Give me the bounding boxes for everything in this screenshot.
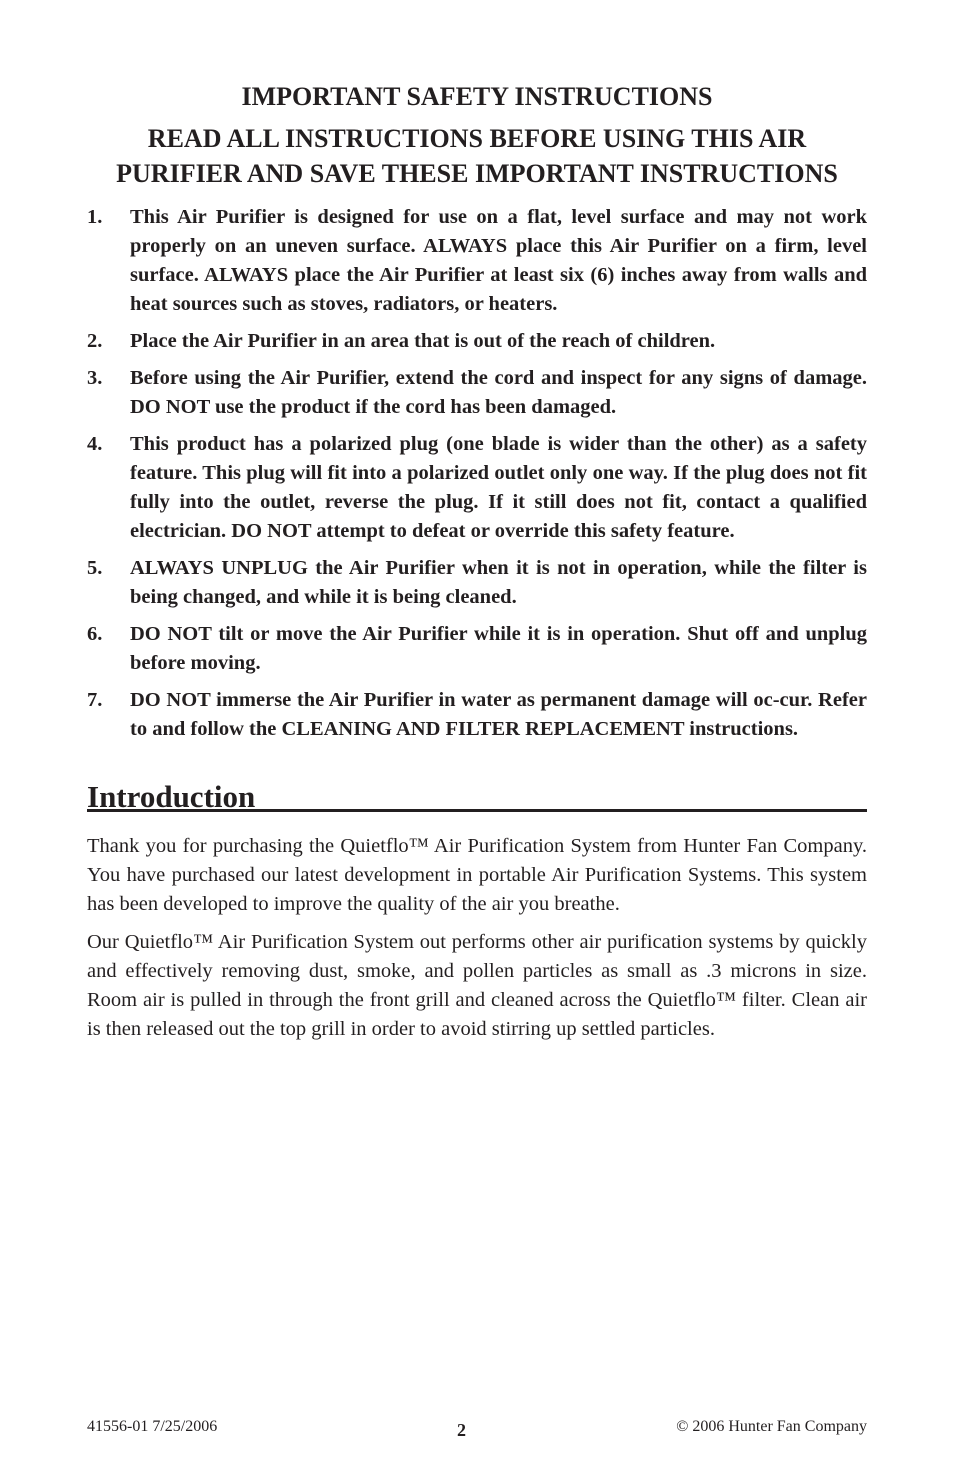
safety-subtitle: READ ALL INSTRUCTIONS BEFORE USING THIS AIR PURIFIER AND SAVE THESE IMPORTANT INSTRUCTIONS [116, 124, 838, 188]
list-item [87, 686, 867, 744]
item-text: DO NOT tilt or move the Air Purifier while it is in operation. Shut off and unplug before moving. [130, 623, 867, 674]
introduction-body [87, 832, 867, 1044]
introduction-heading: Introduction [87, 779, 256, 814]
item-text: DO NOT immerse the Air Purifier in water as permanent damage will oc-cur. Refer to and follow the CLEANING AND FILTER REPLACEMENT instructions. [130, 689, 867, 740]
list-item [87, 430, 867, 546]
copyright: © 2006 Hunter Fan Company [676, 1418, 867, 1435]
item-text: This product has a polarized plug (one blade is wider than the other) as a safety feature. This plug will fit into a polarized outlet only one way. If the plug does not fit fully into the outlet, reverse the plug. If it still does not fit, contact a qualified electrician. DO NOT attempt to defeat or override this safety feature. [130, 433, 867, 542]
document-page [87, 80, 867, 1044]
intro-paragraph: Our Quietflo™ Air Purification System out performs other air purification systems by quickly and effectively removing dust, smoke, and pollen particles as small as .3 microns in size. Room air is pulled in through the front grill and cleaned across the Quietflo™ filter. Clean air is then released out the top grill in order to avoid stirring up settled particles. [87, 931, 867, 1040]
item-number: 7. [87, 689, 103, 711]
list-item [87, 554, 867, 612]
item-number: 5. [87, 557, 103, 579]
item-text: ALWAYS UNPLUG the Air Purifier when it is not in operation, while the filter is being changed, and while it is being cleaned. [130, 557, 867, 608]
document-id: 41556-01 7/25/2006 [87, 1418, 218, 1435]
item-number: 2. [87, 330, 103, 352]
list-item [87, 364, 867, 422]
list-item [87, 203, 867, 319]
introduction-header [87, 776, 867, 816]
page-number: 2 [457, 1420, 466, 1440]
item-number: 1. [87, 206, 103, 228]
page-footer [87, 1416, 867, 1440]
safety-title: IMPORTANT SAFETY INSTRUCTIONS [241, 82, 713, 111]
item-text: This Air Purifier is designed for use on a flat, level surface and may not work properly on an uneven surface. ALWAYS place this Air Purifier on a firm, level surface. ALWAYS place the Air Purifier at least six (6) inches away from walls and heat sources such as stoves, radiators, or heaters. [130, 206, 867, 315]
item-text: Place the Air Purifier in an area that is out of the reach of children. [130, 330, 716, 352]
item-number: 6. [87, 623, 103, 645]
list-item [87, 327, 867, 356]
list-item [87, 620, 867, 678]
item-number: 3. [87, 367, 103, 389]
safety-list [87, 203, 867, 744]
item-number: 4. [87, 433, 103, 455]
item-text: Before using the Air Purifier, extend the cord and inspect for any signs of damage. DO NOT use the product if the cord has been damaged. [130, 367, 867, 418]
heading-rule [87, 809, 867, 812]
intro-paragraph: Thank you for purchasing the Quietflo™ Air Purification System from Hunter Fan Company. You have purchased our latest development in portable Air Purification Systems. This system has been developed to improve the quality of the air you breathe. [87, 835, 867, 915]
